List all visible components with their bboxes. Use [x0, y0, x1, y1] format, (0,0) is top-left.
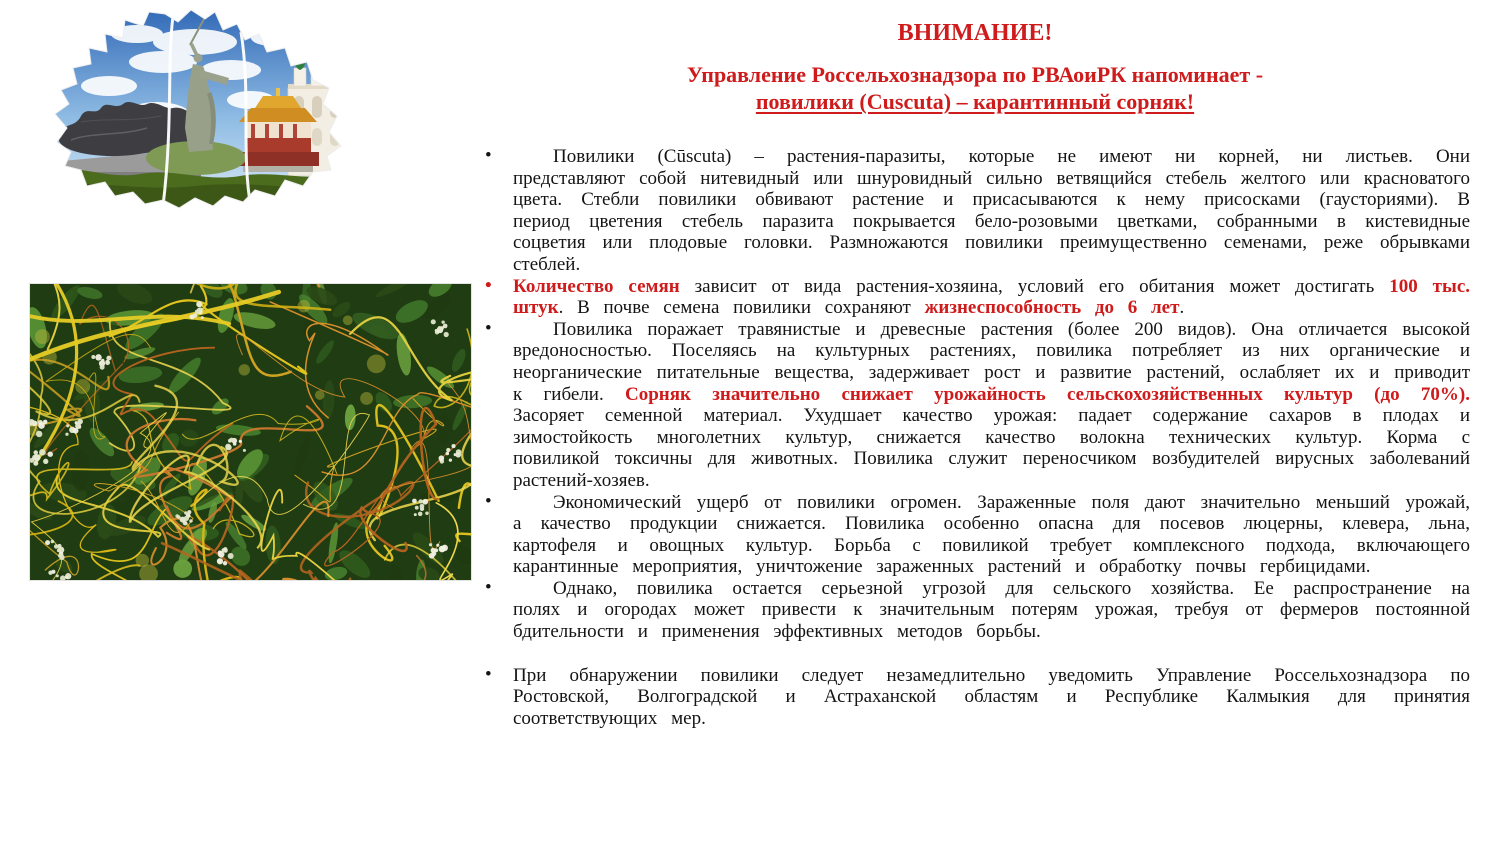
- notice-content: [480, 12, 1470, 729]
- dodder-photo-illustration: [30, 284, 471, 580]
- bullet-text: Однако, повилика остается серьезной угрозой для сельского хозяйства. Ее распространение на полях и огородах может привести к значительным потерям урожая, требуя от фермеров постоянной бдительности и применения эффективных методов борьбы.: [513, 577, 1470, 643]
- subtitle-line1: Управление Россельхознадзора по РВАоиРК напоминает -: [686, 62, 1264, 87]
- bullet-item: [480, 319, 1470, 492]
- bullet-list: [480, 146, 1470, 729]
- bullet-text: Повилики (Cūscuta) – растения-паразиты, которые не имеют ни корней, ни листьев. Они представляют собой нитевидный или шнуровидный сильно ветвящийся стебель желтого или красноватого цвета. Стебли повилики обвивают растение и присасываются к нему присосками (гаусториями). В период цветения стебель паразита покрывается бело-розовыми цветками, собранными в кистевидные соцветия или плодовые головки. Размножаются повилики преимущественно семенами, реже обрывками стеблей.: [513, 146, 1470, 275]
- bullet-marker: •: [485, 490, 492, 512]
- bullet-marker: •: [485, 576, 492, 598]
- bullet-marker: •: [485, 145, 492, 166]
- regions-monuments-collage: [44, 4, 346, 212]
- subtitle-line2: повилики (Cuscuta) – карантинный сорняк!: [755, 89, 1195, 114]
- bullet-marker: •: [485, 317, 492, 339]
- cuscuta-dodder-photo: [29, 283, 472, 581]
- bullet-text: Количество семян зависит от вида растения-хозяина, условий его обитания может достигать 100 тыс. штук. В почве семена повилики сохраняют жизнеспособность до 6 лет.: [513, 275, 1470, 319]
- bullet-text: Экономический ущерб от повилики огромен. Зараженные поля дают значительно меньший урожай, а качество продукции снижается. Повилика особенно опасна для посевов люцерны, клевера, льна, картофеля и овощных культур. Борьба с повиликой требует комплексного подхода, включающего карантинные мероприятия, уничтожение зараженных растений и обработку почвы гербицидами.: [513, 491, 1470, 578]
- bullet-item: [480, 665, 1470, 730]
- bullet-item: [480, 578, 1470, 643]
- bullet-text: При обнаружении повилики следует незамедлительно уведомить Управление Россельхознадзора по Ростовской, Волгоградской и Астраханской областям и Республике Калмыкия для принятия соответствующих мер.: [513, 664, 1470, 729]
- collage-illustration: [44, 4, 346, 212]
- bullet-text: Повилика поражает травянистые и древесные растения (более 200 видов). Она отличается высокой вредоносностью. Поселяясь на культурных растениях, повилика потребляет из них органические и неорганические питательные вещества, задерживает рост и развитие растений, ослабляет их и приводит к гибели. Сорняк значительно снижает урожайность сельскохозяйственных культур (до 70%). Засоряет семенной материал. Ухудшает качество урожая: падает содержание сахаров в плодах и зимостойкость многолетних культур, снижается качество волокна технических культур. Корма с повиликой токсичны для животных. Повилика служит переносчиком возбудителей вирусных заболеваний растений-хозяев.: [513, 318, 1470, 491]
- bullet-item: [480, 146, 1470, 276]
- page-title: ВНИМАНИЕ!: [897, 20, 1053, 46]
- bullet-marker: •: [485, 274, 492, 296]
- bullet-item: [480, 276, 1470, 319]
- bullet-marker: •: [485, 663, 492, 685]
- bullet-item: [480, 492, 1470, 578]
